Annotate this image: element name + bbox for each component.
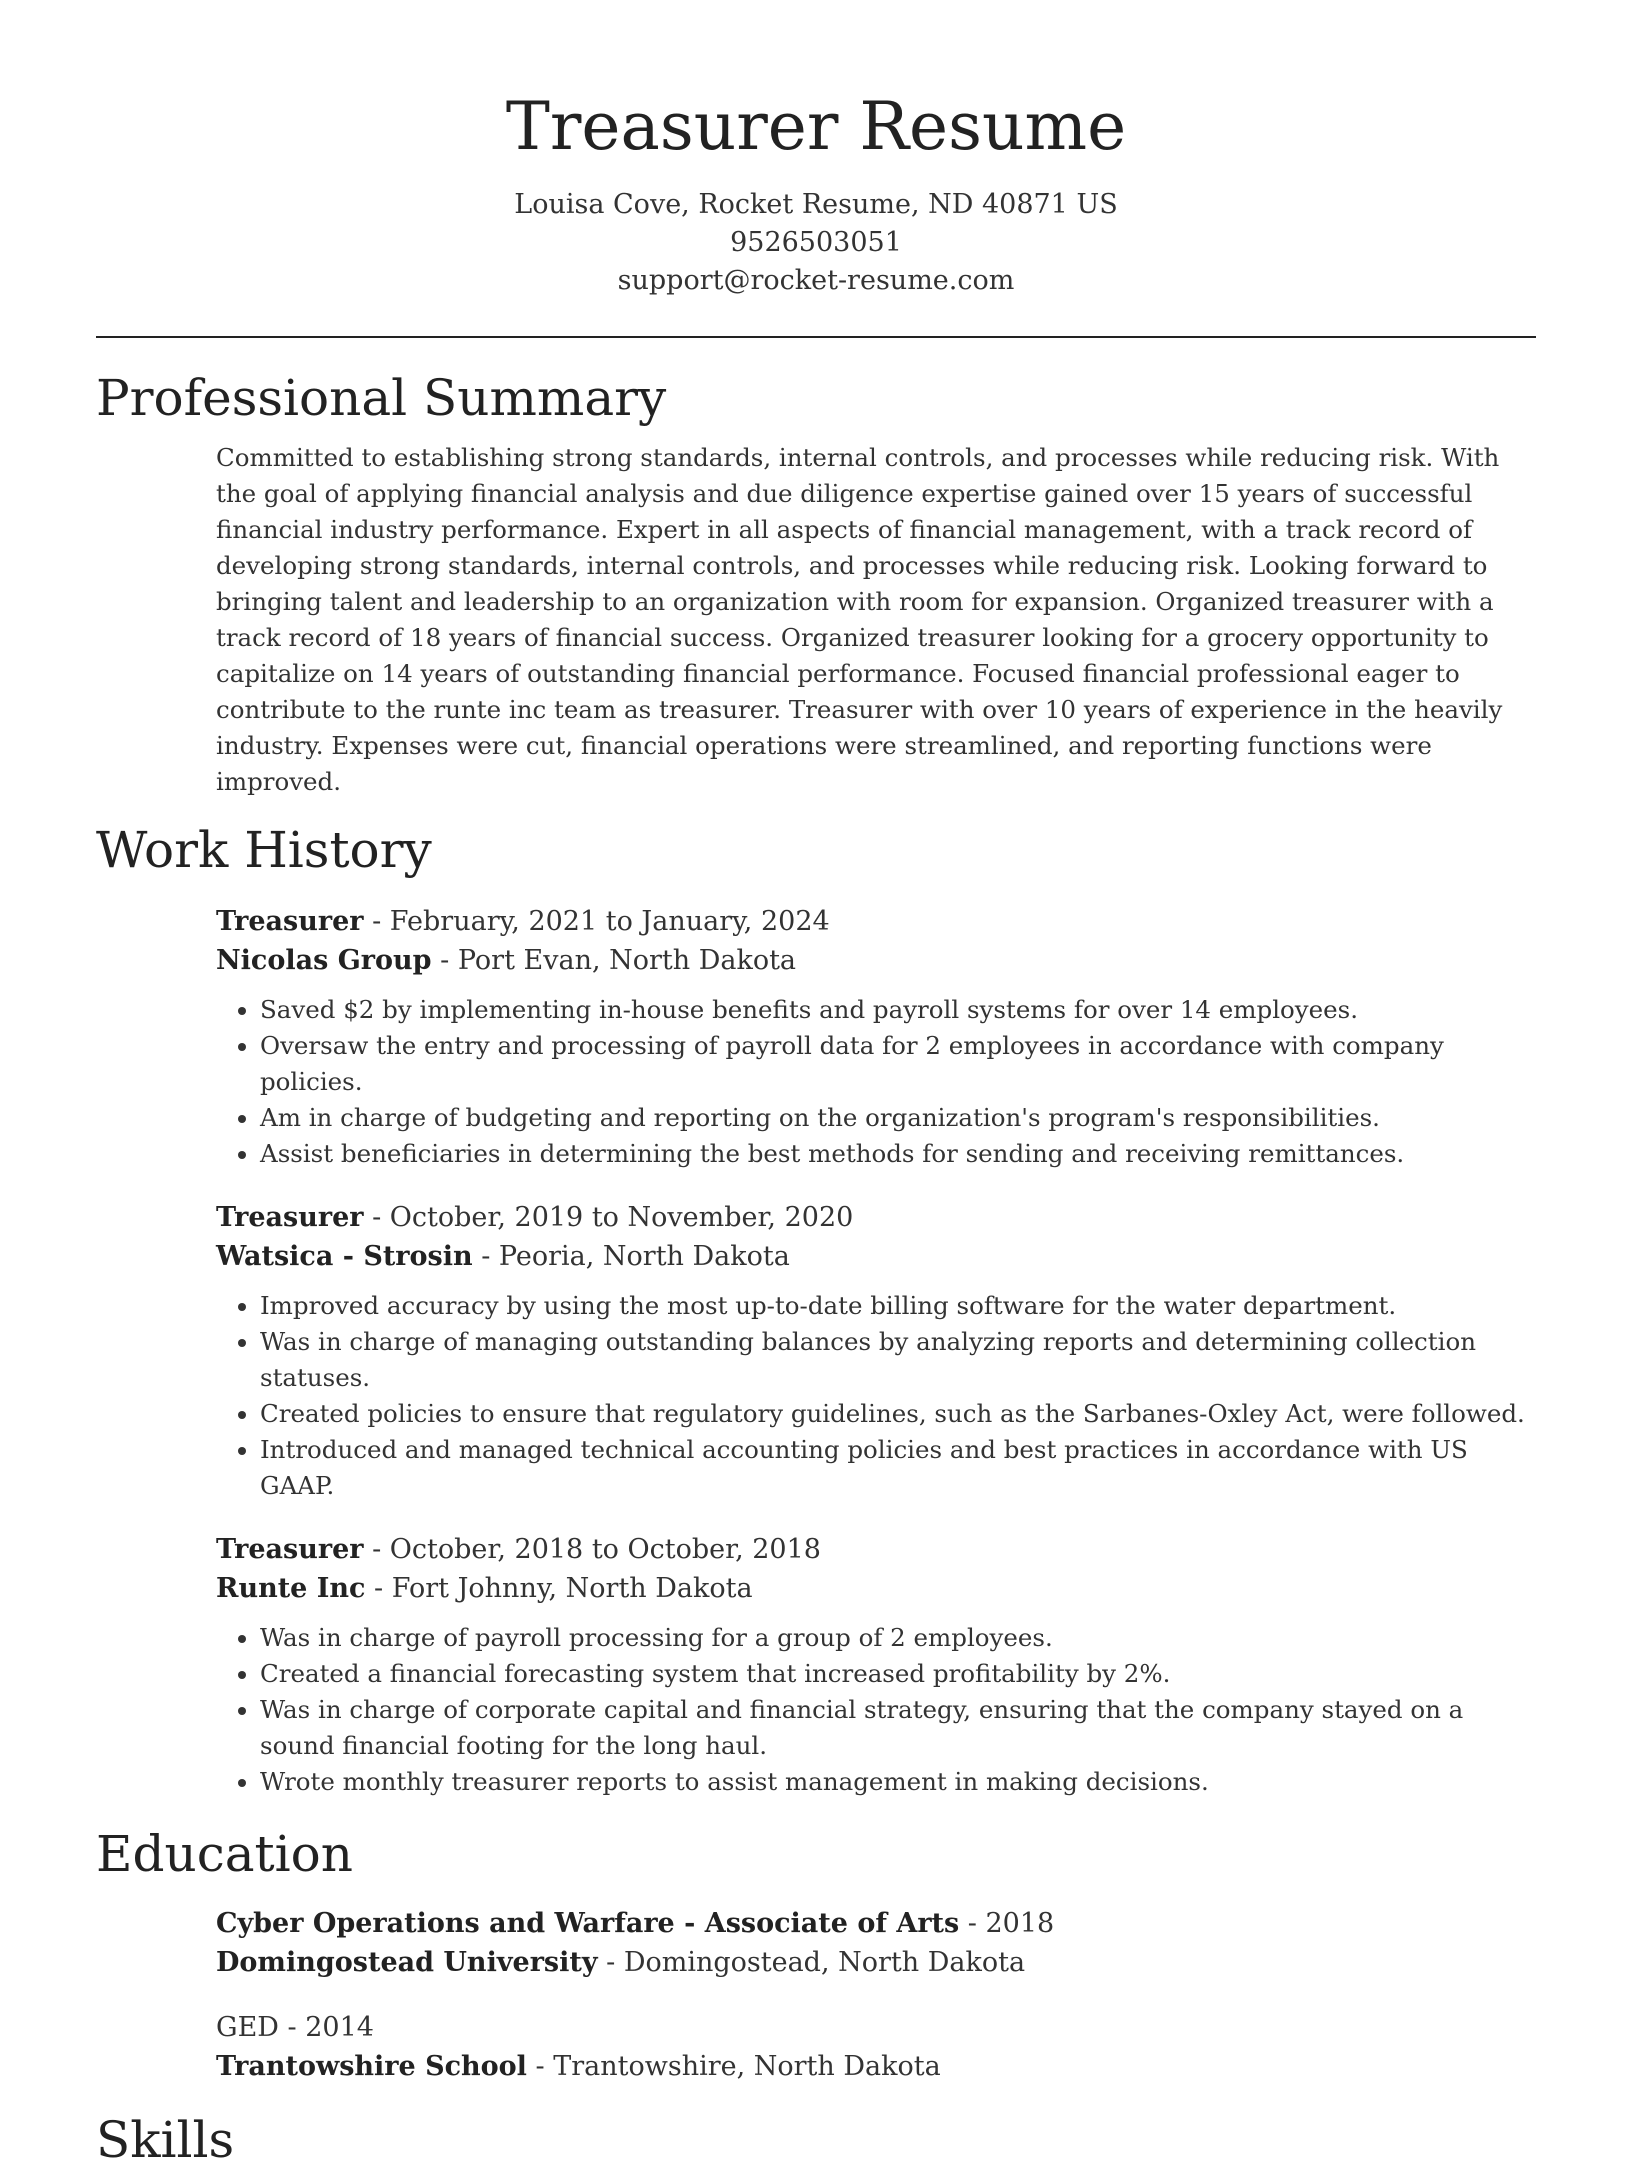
- list-item: • Created a financial forecasting system that increased profitability by 2%.: [260, 1656, 1536, 1692]
- job-dates: - February, 2021 to January, 2024: [363, 906, 830, 937]
- list-item: • Am in charge of budgeting and reporting on the organization's program's responsibilities.: [260, 1100, 1536, 1136]
- education-location: - Trantowshire, North Dakota: [526, 2051, 941, 2082]
- list-item: • Saved $2 by implementing in-house benefits and payroll systems for over 14 employees.: [260, 992, 1536, 1028]
- education-year: - 2018: [959, 1908, 1055, 1939]
- education-school-line: [216, 2047, 1536, 2086]
- contact-info: [0, 186, 1632, 300]
- job-company-line: [216, 1237, 1536, 1276]
- job-title-line: [216, 902, 1536, 941]
- job-location: - Fort Johnny, North Dakota: [365, 1573, 753, 1604]
- education-degree: Cyber Operations and Warfare - Associate of Arts: [216, 1908, 960, 1939]
- job-title: Treasurer: [216, 906, 364, 937]
- job-entry: [216, 1530, 1536, 1800]
- job-bullets: [216, 1620, 1536, 1800]
- job-company: Runte Inc: [216, 1573, 366, 1604]
- address: Louisa Cove, Rocket Resume, ND 40871 US: [514, 189, 1118, 220]
- education-location: - Domingostead, North Dakota: [597, 1947, 1026, 1978]
- header-divider: [96, 336, 1536, 338]
- section-title-education: Education: [96, 1825, 353, 1883]
- education-section: [0, 1904, 1632, 2086]
- job-title: Treasurer: [216, 1202, 364, 1233]
- job-entry: [216, 902, 1536, 1172]
- list-item: • Was in charge of corporate capital and financial strategy, ensuring that the company stayed on a sound financial footing for the long haul.: [260, 1692, 1536, 1764]
- list-item: • Oversaw the entry and processing of payroll data for 2 employees in accordance with company policies.: [260, 1028, 1536, 1100]
- education-school: Domingostead University: [216, 1947, 598, 1978]
- list-item: • Created policies to ensure that regulatory guidelines, such as the Sarbanes-Oxley Act, were followed.: [260, 1396, 1536, 1432]
- job-title-line: [216, 1530, 1536, 1569]
- education-entry: [216, 2008, 1536, 2086]
- email-address: support@rocket-resume.com: [617, 265, 1015, 296]
- list-item: • Improved accuracy by using the most up-to-date billing software for the water department.: [260, 1288, 1536, 1324]
- job-bullets: [216, 1288, 1536, 1504]
- list-item: • Was in charge of payroll processing for a group of 2 employees.: [260, 1620, 1536, 1656]
- job-company-line: [216, 941, 1536, 980]
- list-item: • Introduced and managed technical accounting policies and best practices in accordance with US GAAP.: [260, 1432, 1536, 1504]
- education-entry: [216, 1904, 1536, 1982]
- resume-header: [0, 0, 1632, 300]
- job-company-line: [216, 1569, 1536, 1608]
- education-school: Trantowshire School: [216, 2051, 527, 2082]
- summary-section: [0, 440, 1632, 800]
- section-title-summary: Professional Summary: [96, 369, 667, 427]
- list-item: • Assist beneficiaries in determining the best methods for sending and receiving remittances.: [260, 1136, 1536, 1172]
- education-year: - 2014: [278, 2012, 374, 2043]
- job-location: - Peoria, North Dakota: [472, 1241, 790, 1272]
- job-title-line: [216, 1198, 1536, 1237]
- phone-number: 9526503051: [730, 227, 902, 258]
- list-item: • Wrote monthly treasurer reports to assist management in making decisions.: [260, 1764, 1536, 1800]
- job-bullets: [216, 992, 1536, 1172]
- job-location: - Port Evan, North Dakota: [431, 945, 797, 976]
- list-item: • Was in charge of managing outstanding balances by analyzing reports and determining collection statuses.: [260, 1324, 1536, 1396]
- job-dates: - October, 2018 to October, 2018: [363, 1534, 821, 1565]
- job-title: Treasurer: [216, 1534, 364, 1565]
- education-school-line: [216, 1943, 1536, 1982]
- page-title: Treasurer Resume: [505, 88, 1127, 165]
- section-title-work-history: Work History: [96, 821, 432, 879]
- education-degree-line: [216, 1904, 1536, 1943]
- job-company: Watsica - Strosin: [216, 1241, 473, 1272]
- summary-text: Committed to establishing strong standards, internal controls, and processes while reducing risk. With the goal of applying financial analysis and due diligence expertise gained over 15 years of successful financial industry performance. Expert in all aspects of financial management, with a track record of developing strong standards, internal controls, and processes while reducing risk. Looking forward to bringing talent and leadership to an organization with room for expansion. Organized treasurer with a track record of 18 years of financial success. Organized treasurer looking for a grocery opportunity to capitalize on 14 years of outstanding financial performance. Focused financial professional eager to contribute to the runte inc team as treasurer. Treasurer with over 10 years of experience in the heavily industry. Expenses were cut, financial operations were streamlined, and reporting functions were improved.: [216, 443, 1503, 796]
- section-title-skills: Skills: [96, 2111, 235, 2169]
- job-entry: [216, 1198, 1536, 1504]
- education-degree: GED: [216, 2012, 279, 2043]
- education-degree-line: [216, 2008, 1536, 2047]
- work-history-section: [0, 902, 1632, 1800]
- job-dates: - October, 2019 to November, 2020: [363, 1202, 854, 1233]
- job-company: Nicolas Group: [216, 945, 432, 976]
